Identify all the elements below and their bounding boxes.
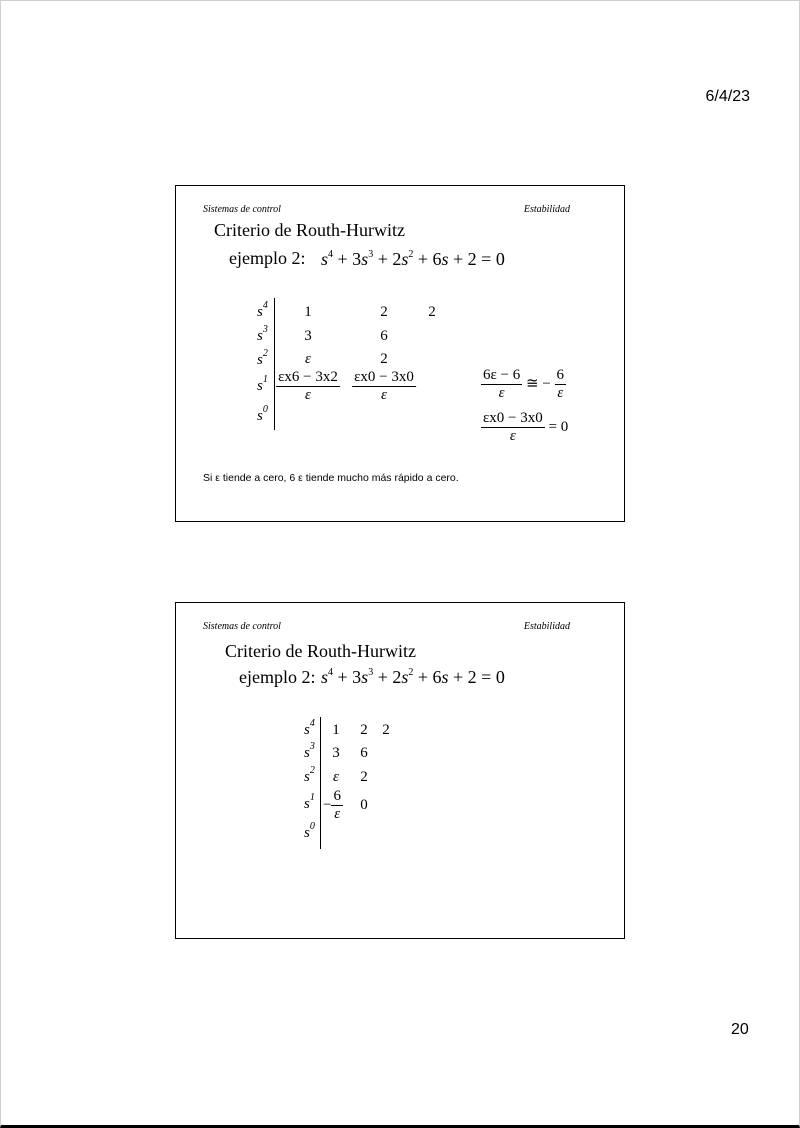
s0-computation: $\frac{\varepsilon x0 - 3x0}{\varepsilon}$ = 0: [483, 410, 569, 444]
cell: 2: [380, 351, 388, 367]
cell: 0: [360, 797, 368, 813]
page-number: 20: [731, 1021, 749, 1038]
slide-header-left: Sistemas de control: [203, 621, 281, 632]
s1-fraction-2: $\frac{\varepsilon x0 - 3x0}{\varepsilon}$: [354, 369, 414, 403]
cell: 2: [360, 769, 368, 785]
row-label-s2: $s^2$: [304, 765, 315, 785]
cell: 6: [360, 745, 368, 761]
slide-1: [175, 185, 625, 522]
characteristic-equation: $s^4 + 3s^3 + 2s^2 + 6s + 2 = 0$: [321, 249, 505, 269]
characteristic-equation: $s^4 + 3s^3 + 2s^2 + 6s + 2 = 0$: [321, 667, 505, 687]
row-label-s3: $s^3$: [304, 741, 315, 761]
cell: 1: [332, 722, 340, 738]
row-label-s4: $s^4$: [257, 300, 268, 320]
table-divider: [320, 717, 321, 849]
slide-title: Criterio de Routh-Hurwitz: [214, 220, 405, 240]
s1-value: − $\frac{6}{\varepsilon}$: [323, 788, 341, 822]
row-label-s2: $s^2$: [257, 348, 268, 368]
cell: ε: [305, 351, 311, 367]
s1-simplification: $\frac{6\varepsilon - 6}{\varepsilon}$ ≅ − $\frac{6}{\varepsilon}$: [483, 367, 565, 401]
slide-title: Criterio de Routh-Hurwitz: [225, 641, 416, 661]
page-date: 6/4/23: [705, 88, 750, 105]
table-divider: [274, 298, 275, 430]
example-label: ejemplo 2:: [239, 667, 316, 687]
slide-2: [175, 602, 625, 939]
row-label-s1: $s^1$: [257, 374, 268, 394]
cell: ε: [333, 769, 339, 785]
cell: 2: [382, 722, 390, 738]
example-label: ejemplo 2:: [229, 248, 306, 268]
cell: 3: [304, 328, 312, 344]
row-label-s0: $s^0$: [304, 821, 315, 841]
slide-header-right: Estabilidad: [523, 204, 570, 215]
cell: 3: [332, 745, 340, 761]
cell: 1: [304, 304, 312, 320]
cell: 2: [360, 722, 368, 738]
slide-header-right: Estabilidad: [523, 621, 570, 632]
row-label-s1: $s^1$: [304, 792, 315, 812]
slide-note: Si ε tiende a cero, 6 ε tiende mucho más rápido a cero.: [203, 472, 459, 484]
cell: 2: [380, 304, 388, 320]
slide-header-left: Sistemas de control: [203, 204, 281, 215]
row-label-s3: $s^3$: [257, 324, 268, 344]
row-label-s4: $s^4$: [304, 718, 315, 738]
s1-fraction-1: $\frac{\varepsilon x6 - 3x2}{\varepsilon}$: [278, 369, 338, 403]
cell: 6: [380, 328, 388, 344]
cell: 2: [428, 304, 436, 320]
row-label-s0: $s^0$: [257, 404, 268, 424]
